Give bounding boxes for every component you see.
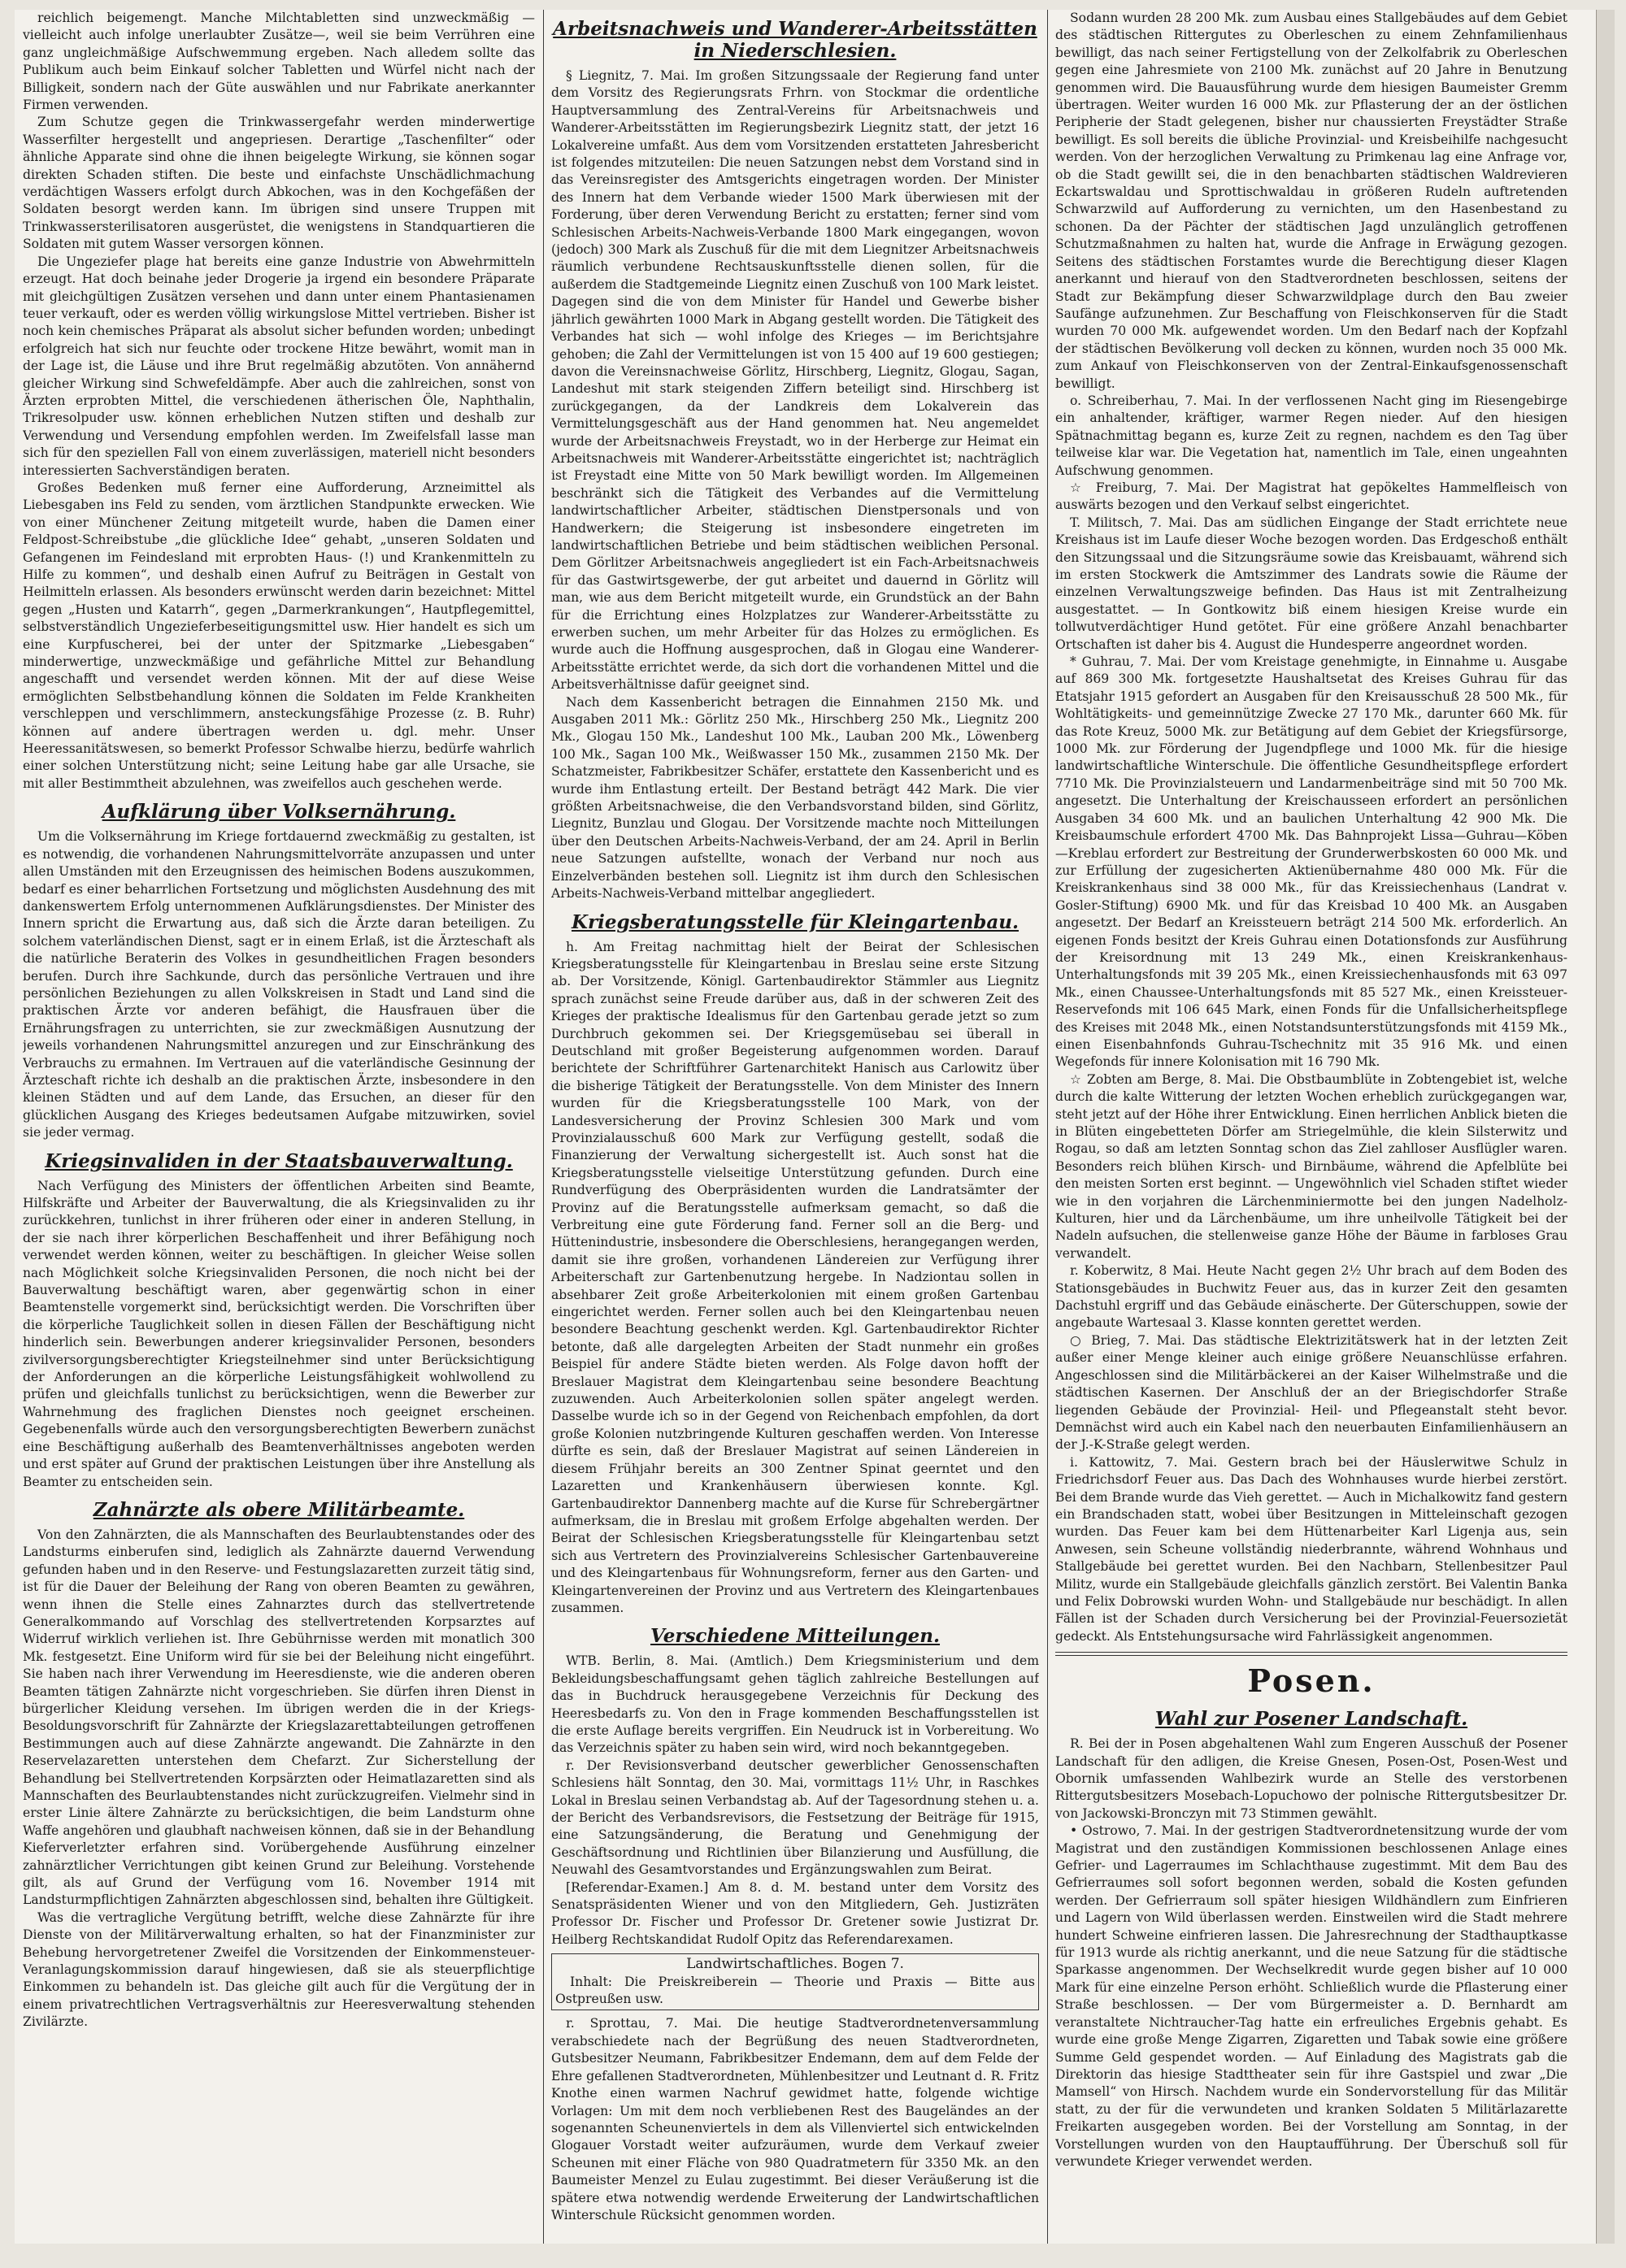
article-intro-left [23, 10, 535, 793]
paragraph: * Guhrau, 7. Mai. Der vom Kreistage genehmigte, in Einnahme u. Ausgabe auf 869 300 Mk. fortgesetzte Haushaltsetat des Kreises Guhrau für das Etatsjahr 1915 gefordert an Ausgaben für den Kreisausschuß 28 500 Mk., für Wohltätigkeits- und gemeinnützige Zwecke 27 170 Mk., darunter 660 Mk. für das Rote Kreuz, 5000 Mk. zur Betätigung auf dem Gebiet der Kriegsfürsorge, 1000 Mk. zur Förderung der Jugendpflege und 1000 Mk. für die hiesige landwirtschaftliche Winterschule. Die öffentliche Gesundheitspflege erfordert 7710 Mk. Die Provinzialsteuern und Landarmenbeiträge sind mit 50 700 Mk. angesetzt. Die Unterhaltung der Kreischausseen erfordert an persönlichen Ausgaben 34 600 Mk. und an baulichen Unterhaltung 42 900 Mk. Die Kreisbaumschule erfordert 4700 Mk. Das Bahnprojekt Lissa—Guhrau—Köben—Kreblau erfordert zur Bestreitung der Grunderwerbskosten 60 000 Mk. und zur Erfüllung der zugesicherten Aktienübernahme 480 000 Mk. Für die Kreiskrankenhaus sind 38 000 Mk., für das Kreissiechenhaus (Landrat v. Gosler-Stiftung) 6900 Mk. und für das Kreisbad 10 400 Mk. an Ausgaben angesetzt. Der Bedarf an Kreissteuern beträgt 214 500 Mk. erforderlich. An eigenen Fonds besitzt der Kreis Guhrau einen Dotationsfonds zur Ausführung der Kreisordnung mit 13 249 Mk., einen Kreiskrankenhaus-Unterhaltungsfonds mit 39 205 Mk., einen Kreissiechenhausfonds mit 63 097 Mk., einen Chaussee-Unterhaltungsfonds mit 85 527 Mk., einen Kreissteuer-Reservefonds mit 106 645 Mark, einen Fonds für die Unfallsicherheitspflege des Kreises mit 2048 Mk., einen Notstandsunterstützungsfonds mit 4159 Mk., einen Eisenbahnfonds Guhrau-Tschechnitz mit 35 916 Mk. und einen Wegefonds für innere Kolonisation mit 16 790 Mk. [1055, 654, 1567, 1070]
paragraph: ○ Brieg, 7. Mai. Das städtische Elektrizitätswerk hat in der letzten Zeit außer einer Menge kleiner auch einige größere Neuanschlüsse erfahren. Angeschlossen sind die Militärbäckerei an der Kaiser Wilhelmstraße und die städtischen Kasernen. Der Anschluß der an der Briegischdorfer Straße liegenden Gebäude der Provinzial- Heil- und Pflegeanstalt steht bevor. Demnächst wird auch ein Kabel nach den neuerbauten Einfamilienhäusern an der J.-K-Straße gelegt werden. [1055, 1332, 1567, 1453]
column-right [1055, 10, 1567, 2244]
column-rule [543, 10, 544, 2244]
paragraph: Von den Zahnärzten, die als Mannschaften des Beurlaubtenstandes oder des Landsturms einberufen sind, lediglich als Zahnärzte dauernd Verwendung gefunden haben und in den Reserve- und Festungslazaretten zurzeit tätig sind, ist für die Dauer der Beleihung der Rang von oberen Beamten zu gewähren, wenn ihnen die Stelle eines Zahnarztes durch das stellvertretende Generalkommando auf Vorschlag des stellvertretenden Korpsarztes auf Widerruf wirklich verliehen ist. Ihre Gebührnisse werden mit monatlich 300 Mk. festgesetzt. Eine Uniform wird für sie bei der Beleihung nicht eingeführt. Sie haben nach ihrer Verwendung im Heeresdienste, wie die anderen oberen Beamten tätigen Zahnärzte nicht vorgeschrieben. Sie dürfen ihren Dienst in bürgerlicher Kleidung versehen. Im übrigen werden die in der Kriegs-Besoldungsvorschrift für Zahnärzte der Kriegslazarettabteilungen getroffenen Bestimmungen auch auf diese Zahnärzte angewandt. Die Zahnärzte in den Reservelazaretten unterstehen dem Chefarzt. Zur Sicherstellung der Behandlung bei Stellvertretenden Korpsärzten oder Heimatlazaretten sind als Mannschaften des Beurlaubtenstandes nicht zurückzugreifen. Vielmehr sind in erster Linie ältere Zahnärzte zu berücksichtigen, die beim Landsturm ohne Waffe angehören und glaubhaft nachweisen können, daß sie in der Behandlung Kieferverletzter erfahren sind. Vorübergehende Ausführung einzelner zahnärztlicher Verrichtungen gibt keinen Grund zur Beleihung. Vorstehende gilt, als auf Grund der Verfügung vom 16. November 1914 mit Landsturmpflichtigen Zahnärzten abgeschlossen sind, behalten ihre Gültigkeit. [23, 1527, 535, 1908]
headline-kriegsberatung: Kriegsberatungsstelle für Kleingartenbau. [571, 910, 1020, 933]
supplement-contents: Inhalt: Die Preiskreiberein — Theorie und Praxis — Bitte aus Ostpreußen usw. [555, 1974, 1035, 2007]
section-divider [1055, 1652, 1567, 1656]
paragraph: r. Der Revisionsverband deutscher gewerblicher Genossenschaften Schlesiens hält Sonntag, den 30. Mai, vormittags 11½ Uhr, in Raschkes Lokal in Breslau seinen Verbandstag ab. Auf der Tagesordnung stehen u. a. der Bericht des Verbandsrevisors, die Festsetzung der Beiträge für 1915, eine Satzungsänderung, die Beratung und Genehmigung der Geschäftsordnung und Richtlinien über Bilanzierung und Ausfüllung, die Neuwahl des Gesamtvorstandes und Ergänzungswahlen zum Beirat. [551, 1757, 1039, 1878]
paragraph: i. Kattowitz, 7. Mai. Gestern brach bei der Häuslerwitwe Schulz in Friedrichsdorf Feuer aus. Das Dach des Wohnhauses wurde hierbei zerstört. Bei dem Brande wurde das Vieh gerettet. — Auch in Michalkowitz fand gestern ein Brandschaden statt, wobei über Besitzungen in Mitteleinschaft gezogen wurden. Das Feuer kam bei dem Hüttenarbeiter Karl Ligenja aus, sein Anwesen, sein Scheune vollständig niederbrannte, während Wohnhaus und Stallgebäude bei gerettet wurden. Bei den Nachbarn, Stellenbesitzer Paul Militz, wurde ein Stallgebäude gleichfalls gänzlich zerstört. Bei Valentin Banka und Felix Dobrowski wurden Wohn- und Stallgebäude nur beschädigt. In allen Fällen ist der Schaden durch Versicherung bei der Provinzial-Feuersozietät gedeckt. Als Entstehungsursache wird Fahrlässigkeit angenommen. [1055, 1454, 1567, 1644]
paragraph: r. Koberwitz, 8 Mai. Heute Nacht gegen 2½ Uhr brach auf dem Boden des Stationsgebäudes in Buchwitz Feuer aus, das in kurzer Zeit den gesamten Dachstuhl ergriff und das Gebäude einäscherte. Der Güterschuppen, sowie der angebaute Wartesaal 3. Klasse konnten gerettet werden. [1055, 1263, 1567, 1331]
paragraph: § Liegnitz, 7. Mai. Im großen Sitzungssaale der Regierung fand unter dem Vorsitz des Regierungsrats Frhrn. von Stockmar die ordentliche Hauptversammlung des Zentral-Vereins für Arbeitsnachweis und Wanderer-Arbeitsstätten im Regierungsbezirk Liegnitz statt, der jetzt 16 Lokalvereine umfaßt. Aus dem vom Vorsitzenden erstatteten Jahresbericht ist folgendes mitzuteilen: Die neuen Satzungen nebst dem Vorstand sind in das Vereinsregister des Amtsgerichts eingetragen worden. Der Minister des Innern hat dem Verbande wieder 1500 Mark überwiesen mit der Forderung, über deren Verwendung Bericht zu erstatten; ferner sind vom Schlesischen Arbeits-Nachweis-Verbande 1800 Mark eingegangen, wovon (jedoch) 300 Mark als Zuschuß für die mit dem Liegnitzer Arbeitsnachweis räumlich verbundene Rechtsauskunftsstelle dienen sollen, für die außerdem die Stadtgemeinde Liegnitz einen Zuschuß von 100 Mark leistet. Dagegen sind die von dem Minister für Handel und Gewerbe bisher jährlich gewährten 1000 Mark in Abgang gestellt worden. Die Tätigkeit des Verbandes hat sich — wohl infolge des Krieges — im Berichtsjahre gehoben; die Zahl der Vermittelungen ist von 15 400 auf 19 600 gestiegen; davon die Vereinsnachweise Görlitz, Hirschberg, Liegnitz, Glogau, Sagan, Landeshut mit stark steigenden Ziffern beteiligt sind. Hirschberg ist zurückgegangen, da der Landkreis dem Lokalverein das Vermittelungsgeschäft aus der Hand genommen hat. Neu angemeldet wurde der Arbeitsnachweis Freystadt, wo in der Herberge zur Heimat ein Arbeitsnachweis mit Wanderer-Arbeitsstätte eingerichtet ist; nachträglich ist Freystadt eine Mitte von 50 Mark bewilligt worden. Im Allgemeinen beschränkt sich die Tätigkeit des Verbandes auf die Vermittelung landwirtschaftlicher Arbeiter, städtischen Dienstpersonals und von Handwerkern; die Steigerung ist insbesondere eingetreten im landwirtschaftlichen Betriebe und beim städtischen weiblichen Personal. Dem Görlitzer Arbeitsnachweis angegliedert ist ein Fach-Arbeitsnachweis für das Gastwirtsgewerbe, der gut arbeitet und dauernd in Görlitz will man, wie aus dem Bericht mitgeteilt wurde, ein Grundstück an der Bahn für die Errichtung eines Holzplatzes zur Wanderer-Arbeitsstätte zu erwerben suchen, um mehr Arbeiter für das Holzes zu ermöglichen. Es wurde auch die Hoffnung ausgesprochen, daß in Glogau eine Wanderer-Arbeitsstätte errichtet werde, da sich dort die vorhandenen Mittel und die Arbeitsverhältnisse dafür geeignet sind. [551, 68, 1039, 693]
newspaper-page [15, 10, 1615, 2244]
paragraph: o. Schreiberhau, 7. Mai. In der verflossenen Nacht ging im Riesengebirge ein anhaltender, kräftiger, warmer Regen nieder. Auf den hiesigen Spätnachmittag begann es, kurze Zeit zu regnen, nachdem es den Tag über teilweise klar war. Die Vegetation hat, namentlich im Tale, einen ungeahnten Aufschwung genommen. [1055, 393, 1567, 478]
page-edge [1596, 10, 1615, 2244]
paragraph: Sodann wurden 28 200 Mk. zum Ausbau eines Stallgebäudes auf dem Gebiet des städtischen Rittergutes zu Oberleschen zu einem Zehnfamilienhaus bewilligt, das nach seiner Fertigstellung von der Zelkolfabrik zu Oberleschen gegen eine Jahresmiete von 2100 Mk. zunächst auf 20 Jahre in Benutzung genommen wird. Die Bauausführung wurde dem hiesigen Baumeister Gremm übertragen. Weiter wurden 16 000 Mk. zur Pflasterung der an der östlichen Peripherie der Stadt gelegenen, bisher nur chaussierten Freystädter Straße bewilligt. Es soll bereits die übliche Provinzial- und Kreisbeihilfe nachgesucht werden. Von der herzoglichen Verwaltung zu Primkenau lag eine Anfrage vor, ob die Stadt gewillt sei, die in den benachbarten städtischen Waldrevieren Eckartswaldau und Sprottischwaldau in größeren Rudeln auftretenden Schwarzwild auf Aufforderung zu vernichten, um den Hasenbestand zu schonen. Da der Pächter der städtischen Jagd unzulänglich getroffenen Schutzmaßnahmen zu halten hat, wurde die Anfrage in Erwägung gezogen. Seitens des städtischen Forstamtes wurde die Berechtigung dieser Klagen anerkannt und hierauf von den Stadtverordneten beschlossen, seitens der Stadt zur Bekämpfung dieser Schwarzwildplage durch den Bau zweier Saufänge aufzunehmen. Zur Beschaffung von Fleischkonserven für die Stadt wurden 70 000 Mk. aufgewendet worden. Um den Bedarf nach der Kopfzahl der städtischen Bevölkerung voll decken zu können, wurden noch 35 000 Mk. zum Ankauf von Fleischkonserven von der Zentral-Einkaufsgenossenschaft bewilligt. [1055, 11, 1567, 391]
headline-arbeitsnachweis: Arbeitsnachweis und Wanderer-Arbeitsstätten in Niederschlesien. [553, 18, 1037, 62]
paragraph: ☆ Freiburg, 7. Mai. Der Magistrat hat gepökeltes Hammelfleisch von auswärts bezogen und den Verkauf selbst eingerichtet. [1055, 480, 1567, 513]
paragraph: h. Am Freitag nachmittag hielt der Beirat der Schlesischen Kriegsberatungsstelle für Kleingartenbau in Breslau seine erste Sitzung ab. Der Vorsitzende, Königl. Gartenbaudirektor Stämmler aus Liegnitz sprach zunächst seine Freude darüber aus, daß in der schweren Zeit des Krieges der praktische Idealismus für den Gartenbau gerade jetzt so zum Durchbruch gekommen sei. Der Kriegsgemüsebau sei überall in Deutschland mit großer Begeisterung aufgenommen worden. Darauf berichtete der Schriftführer Gartenarchitekt Hanisch aus Carlowitz über die bisherige Tätigkeit der Beratungsstelle. Von dem Minister des Innern wurden für die Kriegsberatungsstelle 100 Mark, von der Landesversicherung der Provinz Schlesien 300 Mark und vom Provinzialausschuß 600 Mark zur Verfügung gestellt, sodaß die Finanzierung der Verwaltung sichergestellt ist. Auch sonst hat die Kriegsberatungsstelle vielseitige Unterstützung gefunden. Durch eine Rundverfügung des Oberpräsidenten wurden die Landratsämter der Provinz auf die Beratungsstelle aufmerksam gemacht, so daß die Verbreitung eine gute Förderung fand. Ferner soll an die Berg- und Hüttenindustrie, insbesondere die Oberschlesiens, herangegangen werden, damit sie ihre großen, vorhandenen Ländereien zur Verfügung ihrer Arbeiterschaft zur Gartenbenutzung hergebe. In Nadziontau sollen in absehbarer Zeit große Arbeiterkolonien mit einem großen Gartenbau eingerichtet werden. Ferner sollen auch bei den Kleingartenbau neuen besondere Beachtung geschenkt werden. Kgl. Gartenbaudirektor Richter betonte, daß alle dargelegten Arbeiten der Stadt nunmehr ein großes Beispiel für andere Städte bieten werden. Als Folge davon hofft der Breslauer Magistrat dem Kleingartenbau seine besondere Beachtung zuzuwenden. Auch Arbeiterkolonien sollen später angelegt werden. Dasselbe wurde ich so in der Gegend von Reichenbach empfohlen, da dort große Kolonien nutzbringende Kulturen geschaffen werden. Von Interesse dürfte es sein, daß der Breslauer Magistrat auf seinen Ländereien in diesem Frühjahr bereits an 300 Zentner Spinat geerntet und den Lazaretten und Krankenhäusern überwiesen konnte. Kgl. Gartenbaudirektor Dannenberg machte auf die Kurse für Schrebergärtner aufmerksam, die in Breslau mit großem Erfolge abgehalten werden. Der Beirat der Schlesischen Kriegsberatungsstelle für Kleingartenbau setzt sich aus Vertretern des Provinzialvereins Schlesischer Gartenbauvereine und des Kleingartenbaus für Wohnungsreform, ferner aus den Garten- und Kleingartenvereinen der Provinz und aus Vertretern des Kleingartenbaues zusammen. [551, 939, 1039, 1615]
headline-verschiedene: Verschiedene Mitteilungen. [650, 1625, 941, 1648]
supplement-title: Landwirtschaftliches. Bogen 7. [686, 1956, 904, 1973]
paragraph: R. Bei der in Posen abgehaltenen Wahl zum Engeren Ausschuß der Posener Landschaft für den adligen, die Kreise Gnesen, Posen-Ost, Posen-West und Obornik umfassenden Wahlbezirk wurde an Stelle des verstorbenen Rittergutsbesitzers Mosebach-Lopuchowo der polnische Rittergutsbesitzer Dr. von Jackowski-Bronczyn mit 73 Stimmen gewählt. [1055, 1736, 1567, 1821]
column-rule [1047, 10, 1048, 2244]
paragraph: [Referendar-Examen.] Am 8. d. M. bestand unter dem Vorsitz des Senatspräsidenten Wiener und von den Mitgliedern, Geh. Justizräten Professor Dr. Fischer und Professor Dr. Gretener sowie Justizrat Dr. Heilberg Rechtskandidat Rudolf Opitz das Referendarexamen. [551, 1879, 1039, 1947]
headline-zahnaerzte: Zahnärzte als obere Militärbeamte. [93, 1498, 465, 1521]
paragraph: r. Sprottau, 7. Mai. Die heutige Stadtverordnetenversammlung verabschiedete nach der Begrüßung des neuen Stadtverordneten, Gutsbesitzer Neumann, Fabrikbesitzer Endemann, dem auf dem Felde der Ehre gefallenen Stadtverordneten, Mühlenbesitzer und Leutnant d. R. Fritz Knothe einen warmen Nachruf gewidmet hatte, folgende wichtige Vorlagen: Um mit dem noch verbliebenen Rest des Baugeländes an der sogenannten Scheunenviertels in dem als Villenviertel sich entwickelnden Glogauer Vorstadt weiter aufzuräumen, wurde dem Verkauf zweier Scheunen mit einer Fläche von 980 Quadratmetern für 3350 Mk. an den Baumeister Menzel zu Eulau zugestimmt. Bei dieser Veräußerung ist die spätere etwa notwendig werdende Erweiterung der Landwirtschaftlichen Winterschule Rücksicht genommen worden. [551, 2016, 1039, 2222]
paragraph: WTB. Berlin, 8. Mai. (Amtlich.) Dem Kriegsministerium und dem Bekleidungsbeschaffungsamt gehen täglich zahlreiche Bestellungen auf das in Buchdruck herausgegebene Verzeichnis für Deckung des Heeresbedarfs zu. Von den in Frage kommenden Beschaffungsstellen ist die erste Auflage bereits vergriffen. Ein Neudruck ist in Vorbereitung. Wo das Verzeichnis später zu haben sein wird, wird noch bekanntgegeben. [551, 1653, 1039, 1756]
headline-kriegsinvaliden: Kriegsinvaliden in der Staatsbauverwaltung. [45, 1149, 513, 1172]
paragraph: Was die vertragliche Vergütung betrifft, welche diese Zahnärzte für ihre Dienste von der Militärverwaltung erhalten, so hat der Finanzminister zur Behebung hervorgetretener Zweifel die Vorsitzenden der Einkommensteuer-Veranlagungskommission darauf hingewiesen, daß sie als steuerpflichtige Einkommen zu behandeln ist. Das gleiche gilt auch für die Vergütung der in einem privatrechtlichen Vertragsverhältnis zur Heeresverwaltung stehenden Zivilärzte. [23, 1910, 535, 2030]
supplement-box [551, 1953, 1039, 2010]
column-middle [551, 10, 1039, 2244]
paragraph: Die Ungeziefer plage hat bereits eine ganze Industrie von Abwehrmitteln erzeugt. Hat doch beinahe jeder Drogerie ja irgend ein besondere Präparate mit gleichgültigen Zusätzen versehen und dann unter einem Phantasienamen teuer verkauft, oder es werden völlig wirkungslose Mittel vertrieben. Bisher ist noch kein chemisches Präparat als absolut sicher befunden worden; unbedingt erfolgreich hat sich nur feuchte oder trockene Hitze bewährt, womit man in der Lage ist, die Läuse und ihre Brut regelmäßig abzutöten. Von annähernd gleicher Wirkung sind Schwefeldämpfe. Aber auch die zahlreichen, sonst von Ärzten erprobten Mittel, die verschiedenen ätherischen Öle, Naphthalin, Trikresolpuder usw. können erheblichen Nutzen stiften und deshalb zur Verwendung und Versendung empfohlen werden. Im Zweifelsfall lasse man sich für den speziellen Fall von einem zuverlässigen, materiell nicht besonders interessierten Sachverständigen beraten. [23, 254, 535, 478]
paragraph: Nach dem Kassenbericht betragen die Einnahmen 2150 Mk. und Ausgaben 2011 Mk.: Görlitz 250 Mk., Hirschberg 250 Mk., Liegnitz 200 Mk., Glogau 150 Mk., Landeshut 100 Mk., Lauban 200 Mk., Löwenberg 100 Mk., Sagan 100 Mk., Weißwasser 150 Mk., zusammen 2150 Mk. Der Schatzmeister, Fabrikbesitzer Schäfer, erstattete den Kassenbericht und es wurde ihm Entlastung erteilt. Der Bestand beträgt 442 Mark. Die vier größten Arbeitsnachweise, die den Verbandsvorstand bilden, sind Görlitz, Liegnitz, Bunzlau und Glogau. Der Vorsitzende machte noch Mitteilungen über den Deutschen Arbeits-Nachweis-Verband, der am 24. April in Berlin neue Satzungen aufstellte, wonach der Verband nur noch aus Einzelverbänden bestehen soll. Liegnitz ist ihm durch den Schlesischen Arbeits-Nachweis-Verband mittelbar angegliedert. [551, 694, 1039, 902]
paragraph: reichlich beigemengt. Manche Milchtabletten sind unzweckmäßig — vielleicht auch infolge unerlaubter Zusätze—, weil sie beim Verrühren eine ganz ungleichmäßige Aufschwemmung ergeben. Nach alledem sollte das Publikum auch beim Einkauf solcher Tabletten und Würfel nicht nach der Billigkeit, sondern nach der Güte auswählen und nur Fabrikate anerkannter Firmen verwenden. [23, 11, 535, 113]
paragraph: • Ostrowo, 7. Mai. In der gestrigen Stadtverordnetensitzung wurde der vom Magistrat und den zuständigen Kommissionen beschlossenen Anlage eines Gefrier- und Lagerraumes im Schlachthause zugestimmt. Mit dem Bau des Gefrierraumes soll sofort begonnen werden, sobald die Kosten gefunden werden. Der Gefrierraum soll später hiesigen Wildhändlern zum Einfrieren und Lagern von Wild überlassen werden. Einstweilen wird die Stadt mehrere hundert Schweine einfrieren lassen. Die Jahresrechnung der Stadthauptkasse für 1913 wurde als richtig anerkannt, und die neue Satzung für die städtische Sparkasse angenommen. Der Wechselkredit wurde gegen bisher auf 10 000 Mark für eine einzelne Person erhöht. Schließlich wurde die Pflasterung einer Straße beschlossen. — Der vom Bürgermeister a. D. Bernhardt am veranstaltete Nichtraucher-Tag hatte ein erfreuliches Ergebnis gehabt. Es wurde eine große Menge Zigarren, Zigaretten und Tabak sowie eine größere Summe Geld gespendet worden. — Auf Einladung des Magistrats gab die Direktorin das hiesige Stadttheater sein für ihre Gastspiel und zwar „Die Mamsell“ von Hirsch. Nachdem wurde ein Sondervorstellung für das Militär statt, zu der für die verwundeten und kranken Soldaten 5 Militärlazarette Freikarten ausgegeben worden. Bei der Vorstellung am Sonntag, in der Vorstellungen wurden von den Hauptaufführung. Der Überschuß soll für verwundete Krieger verwendet werden. [1055, 1823, 1567, 2169]
section-title-posen: Posen. [1247, 1662, 1376, 1700]
paragraph: Um die Volksernährung im Kriege fortdauernd zweckmäßig zu gestalten, ist es notwendig, die vorhandenen Nahrungsmittelvorräte anzupassen und unter allen Umständen mit den Erzeugnissen des heimischen Bodens auszukommen, bedarf es einer beharrlichen Fortsetzung und möglichsten Ausdehnung des mit dankenswertem Erfolg unternommenen Aufklärungsdienstes. Der Minister des Innern spricht die Erwartung aus, daß sich die Ärzte daran beteiligen. Zu solchem vaterländischen Dienst, sagt er in einem Erlaß, ist die Ärzteschaft als die natürliche Beraterin des Volkes in gesundheitlichen Fragen besonders berufen. Durch ihre Sachkunde, durch das persönliche Vertrauen und ihre persönlichen Beziehungen zu allen Volkskreisen in Stadt und Land sind die praktischen Ärzte vor anderen befähigt, die Hausfrauen über die Ernährungsfragen zu unterrichten, sie zur zweckmäßigen Ausnutzung der jeweils vorhandenen Nahrungsmittel anzuregen und zur Einschränkung des Verbrauchs zu ermahnen. Im Vertrauen auf die vaterländische Gesinnung der Ärzteschaft richte ich deshalb an die praktischen Ärzte, insbesondere in den kleinen Städten und auf dem Lande, das Ersuchen, an dieser für den glücklichen Ausgang des Krieges bedeutsamen Aufgabe mitzuwirken, soviel sie jeder vermag. [23, 829, 535, 1141]
headline-wahl: Wahl zur Posener Landschaft. [1154, 1708, 1468, 1731]
paragraph: Zum Schutze gegen die Trinkwassergefahr werden minderwertige Wasserfilter hergestellt und angepriesen. Derartige „Taschenfilter“ oder ähnliche Apparate sind ohne die ihnen beigelegte Wirkung, sie können sogar direkten Schaden stiften. Die beste und einfachste Unschädlichmachung verdächtigen Wassers erfolgt durch Abkochen, was in den Kochgefäßen der Soldaten besorgt werden kann. Im übrigen sind unsere Truppen mit Trinkwassersterilisatoren ausgerüstet, die wenigstens in Standquartieren die Soldaten mit gutem Wasser versorgen können. [23, 115, 535, 252]
paragraph: Großes Bedenken muß ferner eine Aufforderung, Arzneimittel als Liebesgaben ins Feld zu senden, vom ärztlichen Standpunkte erwecken. Wie von einer Münchener Zeitung mitgeteilt wurde, haben die Damen einer Feldpost-Schreibstube „die glückliche Idee“ gehabt, „unseren Soldaten und Gefangenen im Feindesland mit erprobten Haus- (!) und Krankenmitteln zu Hilfe zu kommen“, und deshalb einen Aufruf zu Beiträgen in Gestalt von Heilmitteln erlassen. Als besonders erwünscht werden darin bezeichnet: Mittel gegen „Husten und Katarrh“, gegen „Darmerkrankungen“, Hautpflegemittel, selbstverständlich Ungezieferbeseitigungsmittel usw. Hier handelt es sich um eine Kurpfuscherei, bei der unter der Spitzmarke „Liebesgaben“ minderwertige, unzweckmäßige und gefährliche Mittel zur Behandlung angeschafft und versendet werden können. Mit der auf diese Weise ermöglichten Selbstbehandlung können die Soldaten im Felde Krankheiten verschleppen und verschlimmern, ansteckungsfähige Prozesse (z. B. Ruhr) können auf andere übertragen werden u. dgl. mehr. Unser Heeressanitätswesen, so bemerkt Professor Schwalbe hierzu, bedürfe wahrlich einer solchen Unterstützung nicht; seine Leitung habe gar alle Ursache, sie mit aller Bestimmtheit abzulehnen, was zweifellos auch geschehen werde. [23, 480, 535, 791]
paragraph: ☆ Zobten am Berge, 8. Mai. Die Obstbaumblüte in Zobtengebiet ist, welche durch die kalte Witterung der letzten Wochen erheblich zurückgegangen war, steht jetzt auf der Höhe ihrer Entwicklung. Einen herrlichen Anblick bieten die in Blüten eingebetteten Dörfer am Striegelmühle, die klein Silsterwitz und Rogau, so daß am letzten Sonntag schon das Ziel zahlloser Ausflügler waren. Besonders reich blühen Kirsch- und Birnbäume, während die Apfelblüte bei den meisten Sorten erst beginnt. — Ungewöhnlich viel Schaden stiftet wieder wie in den vorjahren die Lärchenminiermotte bei den jungen Nadelholz-Kulturen, hier und da Lärchenbäume, um ihre unheilvolle Tätigkeit bei der Nadeln aufsuchen, die stellenweise ganze Höhe der Bäume in farbloses Grau verwandelt. [1055, 1071, 1567, 1261]
paragraph: Nach Verfügung des Ministers der öffentlichen Arbeiten sind Beamte, Hilfskräfte und Arbeiter der Bauverwaltung, die als Kriegsinvaliden zu ihr zurückkehren, tunlichst in ihrer früheren oder einer in anderen Stellung, in der sie nach ihrer körperlichen Beschaffenheit und ihrer Befähigung noch verwendet werden können, weiter zu beschäftigen. In gleicher Weise sollen nach Möglichkeit solche Kriegsinvaliden Personen, die noch nicht bei der Bauverwaltung beschäftigt waren, aber gegenwärtig schon in einer Beamtenstelle vorgemerkt sind, berücksichtigt werden. Die Vorschriften über die körperliche Tauglichkeit sollen in diesen Fällen der Beschäftigung nicht hinderlich sein. Bewerbungen anderer kriegsinvalider Personen, besonders zivilversorgungsberechtigter Kriegsteilnehmer sind unter Berücksichtigung der Anforderungen an die körperliche Leistungsfähigkeit wohlwollend zu prüfen und gleichfalls tunlichst zu berücksichtigen, wenn die Bewerber zur Wahrnehmung des fraglichen Dienstes noch geeignet erscheinen. Gegebenenfalls würde auch den versorgungsberechtigten Bewerbern zunächst eine Beschäftigung außerhalb des Beamtenverhältnisses angeboten werden und erst später auf Grund der praktischen Leistungen über ihre Anstellung als Beamter zu entscheiden sein. [23, 1178, 535, 1489]
headline-aufklaerung: Aufklärung über Volksernährung. [102, 801, 456, 823]
column-left [23, 10, 535, 2244]
paragraph: T. Militsch, 7. Mai. Das am südlichen Eingange der Stadt errichtete neue Kreishaus ist im Laufe dieser Woche bezogen worden. Das Erdgeschoß enthält den Sitzungssaal und die Sitzungsräume sowie das Kreisbauamt, während sich im ersten Stockwerk die Amtszimmer des Landrats sowie die Räume der einzelnen Verwaltungszweige befinden. Das Haus ist mit Zentralheizung ausgestattet. — In Gontkowitz biß einem hiesigen Kreise wurde ein tollwutverdächtiger Hund getötet. Für eine größere Anzahl benachbarter Ortschaften ist daher bis 4. August die Hundesperre angeordnet worden. [1055, 515, 1567, 652]
